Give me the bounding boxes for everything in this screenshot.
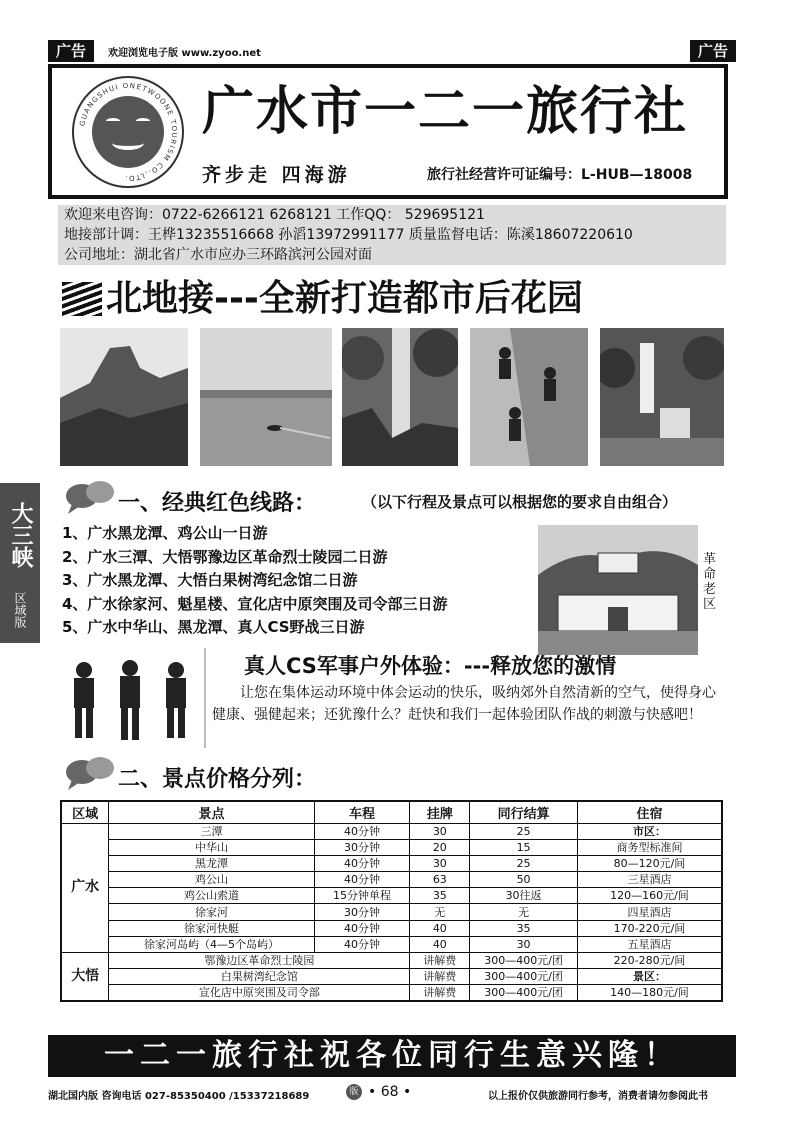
smiling-sun-logo-icon (92, 96, 164, 168)
table-cell: 300—400元/团 (470, 969, 578, 985)
headline-text: 北地接---全新打造都市后花园 (106, 278, 583, 319)
agency-slogan: 齐步走 四海游 (202, 164, 351, 186)
table-cell: 30分钟 (314, 839, 410, 855)
table-cell: 80—120元/间 (577, 855, 722, 871)
section-prices-title: 二、景点价格分列： (118, 767, 317, 792)
table-cell: 讲解费 (410, 985, 470, 1002)
table-cell: 鄂豫边区革命烈士陵园 (109, 953, 410, 969)
table-cell: 讲解费 (410, 969, 470, 985)
table-header: 车程 (314, 801, 410, 823)
table-cell: 鸡公山索道 (109, 888, 314, 904)
table-cell: 讲解费 (410, 953, 470, 969)
table-cell: 35 (470, 920, 578, 936)
region-cell: 大悟 (61, 953, 109, 1002)
table-cell: 徐家河岛屿（4—5个岛屿） (109, 936, 314, 952)
contact-line-staff: 地接部计调：王桦13235516668 孙滔13972991177 质量监督电话：陈溪18607220610 (64, 227, 633, 243)
table-cell: 三潭 (109, 823, 314, 839)
table-cell: 商务型标准间 (577, 839, 722, 855)
table-cell: 30 (410, 855, 470, 871)
cs-experience-text: 让您在集体运动环境中体会运动的快乐，吸纳郊外自然清新的空气，使得身心健康、强健起来；还犹豫什么？赶快和我们一起体验团队作战的刺激与快感吧！ (212, 685, 716, 723)
table-cell: 30 (470, 936, 578, 952)
table-row (61, 839, 722, 855)
table-row (61, 920, 722, 936)
table-cell: 25 (470, 823, 578, 839)
speech-bubble-icon (62, 752, 118, 792)
agency-name: 广水市一二一旅行社 (202, 82, 689, 142)
table-row (61, 888, 722, 904)
side-tab-subtitle: 区域版 (13, 592, 27, 628)
table-cell: 五星酒店 (577, 936, 722, 952)
table-cell: 40分钟 (314, 920, 410, 936)
contact-line-address: 公司地址：湖北省广水市应办三环路滨河公园对面 (64, 247, 372, 263)
section-red-routes-note: （以下行程及景点可以根据您的要求自由组合） (362, 493, 678, 511)
table-cell: 170-220元/间 (577, 920, 722, 936)
table-cell: 白果树湾纪念馆 (109, 969, 410, 985)
table-cell: 宣化店中原突围及司令部 (109, 985, 410, 1002)
table-header: 挂牌 (410, 801, 470, 823)
footer-contact: 湖北国内版 咨询电话 027-85350400 /15337218689 (48, 1091, 310, 1102)
table-cell: 40分钟 (314, 823, 410, 839)
scenic-photo-lake (200, 328, 332, 466)
table-cell: 黑龙潭 (109, 855, 314, 871)
route-item: 2、广水三潭、大悟鄂豫边区革命烈士陵园二日游 (62, 547, 388, 566)
edition-side-tab (0, 483, 40, 643)
ad-tag-left: 广告 (48, 40, 94, 62)
table-row (61, 953, 722, 969)
soldier-figure-icon (62, 658, 202, 744)
contact-info (58, 205, 726, 265)
table-cell: 15 (470, 839, 578, 855)
table-cell: 300—400元/团 (470, 953, 578, 969)
memorial-photo (538, 525, 698, 655)
table-cell: 徐家河 (109, 904, 314, 920)
scenic-photo-soldiers (470, 328, 588, 466)
table-cell: 63 (410, 872, 470, 888)
table-cell: 140—180元/间 (577, 985, 722, 1002)
table-cell: 50 (470, 872, 578, 888)
table-cell: 15分钟单程 (314, 888, 410, 904)
table-cell: 中华山 (109, 839, 314, 855)
table-row (61, 872, 722, 888)
table-cell: 35 (410, 888, 470, 904)
price-table (60, 800, 723, 1002)
route-item: 5、广水中华山、黑龙潭、真人CS野战三日游 (62, 618, 365, 636)
footer-banner: 一二一旅行社祝各位同行生意兴隆！ (48, 1035, 736, 1077)
table-row (61, 936, 722, 952)
table-cell: 300—400元/团 (470, 985, 578, 1002)
region-cell: 广水 (61, 823, 109, 953)
agency-header (48, 64, 728, 199)
license-number: 旅行社经营许可证编号：L-HUB—18008 (427, 167, 693, 183)
route-item: 4、广水徐家河、魁星楼、宣化店中原突围及司令部三日游 (62, 594, 448, 613)
page-number: • 68 • (368, 1084, 412, 1100)
section-red-routes-title: 一、经典红色线路： (118, 491, 317, 516)
table-cell: 120—160元/间 (577, 888, 722, 904)
memorial-photo-caption: 革命老区 (703, 552, 717, 612)
table-header: 景点 (109, 801, 314, 823)
table-header: 同行结算 (470, 801, 578, 823)
footer-disclaimer: 以上报价仅供旅游同行参考，消费者请勿参阅此书 (488, 1091, 708, 1102)
scenic-photo-peak (60, 328, 188, 466)
table-cell: 25 (470, 855, 578, 871)
top-url: 欢迎浏览电子版 www.zyoo.net (108, 48, 261, 59)
side-tab-title: 大三峡 (8, 502, 33, 568)
route-item: 3、广水黑龙潭、大悟白果树湾纪念馆二日游 (62, 571, 358, 589)
contact-line-phone: 欢迎来电咨询：0722-6266121 6268121 工作QQ： 529695121 (64, 207, 485, 223)
table-cell: 40分钟 (314, 936, 410, 952)
table-cell: 四星酒店 (577, 904, 722, 920)
table-cell: 20 (410, 839, 470, 855)
table-cell: 40分钟 (314, 855, 410, 871)
table-cell: 徐家河快艇 (109, 920, 314, 936)
table-cell: 30往返 (470, 888, 578, 904)
scenic-photo-waterfall (342, 328, 458, 466)
table-row (61, 855, 722, 871)
striped-mark-icon (62, 282, 102, 316)
table-cell: 三星酒店 (577, 872, 722, 888)
table-row (61, 904, 722, 920)
table-cell: 鸡公山 (109, 872, 314, 888)
svg-text:GUANGSHUI ONETWOONE TOURISM CO: GUANGSHUI ONETWOONE TOURISM CO.,LTD. (78, 81, 179, 183)
route-item: 1、广水黑龙潭、鸡公山一日游 (62, 524, 268, 542)
cs-divider (204, 648, 206, 748)
ad-tag-right: 广告 (690, 40, 736, 62)
table-cell: 220-280元/间 (577, 953, 722, 969)
route-list (62, 522, 447, 640)
agency-logo (72, 76, 184, 188)
table-cell: 30 (410, 823, 470, 839)
table-cell: 40分钟 (314, 872, 410, 888)
table-cell: 40 (410, 936, 470, 952)
table-cell: 30分钟 (314, 904, 410, 920)
page-badge: 版 (346, 1084, 362, 1100)
scenic-photo-falls (600, 328, 724, 466)
table-cell: 无 (410, 904, 470, 920)
table-row (61, 823, 722, 839)
table-row (61, 985, 722, 1002)
table-header: 区域 (61, 801, 109, 823)
table-row (61, 969, 722, 985)
table-cell: 40 (410, 920, 470, 936)
cs-experience-title: 真人CS军事户外体验：---释放您的激情 (244, 654, 617, 678)
speech-bubble-icon (62, 476, 118, 516)
table-header: 住宿 (577, 801, 722, 823)
table-cell: 市区： (577, 823, 722, 839)
table-header-row (61, 801, 722, 823)
table-cell: 无 (470, 904, 578, 920)
table-cell: 景区： (577, 969, 722, 985)
